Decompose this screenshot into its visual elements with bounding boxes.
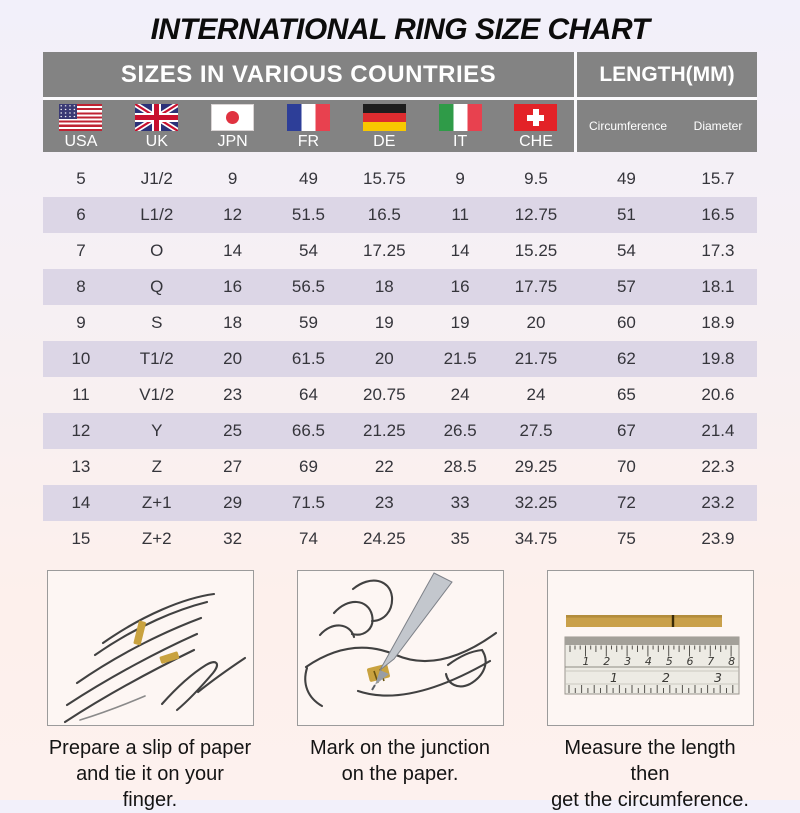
table-cell: 17.3 (701, 241, 735, 260)
table-cell: 7 (76, 241, 86, 260)
table-cell: 20.6 (701, 385, 735, 404)
svg-text:6: 6 (686, 655, 693, 668)
table-cell: 21.75 (514, 349, 558, 368)
table-cell: 72 (616, 493, 636, 512)
table-cell: 23.2 (701, 493, 735, 512)
table-cell: 54 (298, 241, 318, 260)
table-body (43, 161, 757, 557)
table-cell: 9 (455, 169, 465, 188)
table-cell: T1/2 (139, 349, 174, 368)
svg-text:5: 5 (665, 655, 673, 668)
table-cell: 18.1 (701, 277, 735, 296)
table-cell: 15.25 (514, 241, 558, 260)
table-cell: 20 (526, 313, 546, 332)
ruler (565, 637, 739, 694)
pen-marking-hand-illustration (298, 571, 503, 725)
instruction-step-1 (47, 570, 254, 813)
caption-line: Measure the length then (564, 737, 736, 785)
table-cell: 57 (616, 277, 636, 296)
table-cell: 62 (616, 349, 636, 368)
table-cell: O (150, 241, 164, 260)
table-cell: 6 (76, 205, 86, 224)
table-cell: 22.3 (701, 457, 735, 476)
usa-flag-icon (59, 104, 102, 131)
table-cell: 23.9 (701, 529, 735, 548)
ruler-measurement-illustration (548, 571, 753, 725)
table-row (43, 341, 757, 377)
table-cell: 24 (450, 385, 470, 404)
table-cell: 23 (374, 493, 394, 512)
column-label-che: CHE (519, 133, 553, 150)
instruction-illustration-box (297, 570, 504, 726)
table-row (43, 233, 757, 269)
table-cell: 65 (616, 385, 636, 404)
column-header-usa (43, 100, 119, 152)
caption-line: Mark on the junction (309, 737, 491, 759)
measuring-guide (0, 570, 800, 813)
table-cell: J1/2 (140, 169, 173, 188)
table-cell: 18.9 (701, 313, 735, 332)
table-cell: 51.5 (291, 205, 325, 224)
column-label-de: DE (373, 133, 396, 150)
table-cell: 12 (71, 421, 91, 440)
column-header-fr (271, 100, 347, 152)
table-cell: 70 (616, 457, 636, 476)
japan-flag-icon (211, 104, 254, 131)
table-cell: 17.25 (363, 241, 406, 260)
svg-text:4: 4 (644, 655, 652, 668)
table-cell: 20.75 (363, 385, 406, 404)
header-length-mm: LENGTH(MM) (577, 52, 757, 97)
table-cell: 71.5 (291, 493, 325, 512)
table-cell: 27.5 (519, 421, 553, 440)
table-cell: 18 (223, 313, 243, 332)
table-row (43, 521, 757, 557)
table-cell: 29 (223, 493, 243, 512)
italy-flag-icon (439, 104, 482, 131)
table-cell: 21.5 (443, 349, 477, 368)
table-cell: 16 (223, 277, 243, 296)
instruction-caption (47, 735, 254, 813)
svg-text:1: 1 (582, 655, 589, 668)
instruction-illustration-box (547, 570, 754, 726)
instruction-caption (547, 735, 754, 813)
svg-text:3: 3 (623, 655, 631, 668)
table-cell: 34.75 (514, 529, 558, 548)
table-row (43, 413, 757, 449)
table-cell: 19 (374, 313, 394, 332)
instruction-step-2 (297, 570, 504, 813)
header-sizes-countries: SIZES IN VARIOUS COUNTRIES (43, 52, 574, 97)
table-cell: L1/2 (140, 205, 174, 224)
table-cell: Z+2 (141, 529, 172, 548)
table-cell: 20 (223, 349, 243, 368)
svg-text:7: 7 (706, 655, 714, 668)
column-label-diameter: Diameter (693, 119, 743, 133)
table-row (43, 377, 757, 413)
table-cell: 14 (71, 493, 91, 512)
table-cell: 25 (223, 421, 243, 440)
instruction-illustration-box (47, 570, 254, 726)
table-cell: 49 (616, 169, 636, 188)
svg-text:2: 2 (602, 655, 610, 668)
uk-flag-icon (135, 104, 178, 131)
table-cell: Z+1 (141, 493, 172, 512)
table-row (43, 485, 757, 521)
table-cell: 15.7 (701, 169, 735, 188)
column-header-it (422, 100, 498, 152)
ring-size-table (43, 52, 757, 557)
table-row (43, 269, 757, 305)
table-cell: 21.25 (363, 421, 406, 440)
table-cell: 54 (616, 241, 636, 260)
table-cell: 56.5 (291, 277, 325, 296)
table-cell: 15 (71, 529, 91, 548)
table-cell: 11 (72, 385, 90, 404)
table-cell: 22 (374, 457, 394, 476)
table-row (43, 197, 757, 233)
table-cell: 35 (450, 529, 470, 548)
caption-line: Prepare a slip of paper (48, 737, 252, 759)
column-label-jpn: JPN (217, 133, 248, 150)
table-cell: 9.5 (524, 169, 548, 188)
column-label-circumference: Circumference (588, 119, 668, 133)
table-cell: 28.5 (443, 457, 477, 476)
table-cell: 5 (76, 169, 86, 188)
table-cell: 61.5 (291, 349, 325, 368)
svg-text:1: 1 (609, 670, 618, 685)
table-cell: 24 (526, 385, 546, 404)
table-cell: 26.5 (443, 421, 477, 440)
table-cell: 17.75 (514, 277, 558, 296)
table-cell: 16.5 (367, 205, 401, 224)
table-cell: 59 (298, 313, 318, 332)
table-cell: 20 (374, 349, 394, 368)
svg-text:3: 3 (713, 670, 722, 685)
germany-flag-icon (363, 104, 406, 131)
column-header-uk (119, 100, 195, 152)
table-cell: Q (150, 277, 164, 296)
flags-row (43, 100, 574, 152)
table-cell: 21.4 (701, 421, 735, 440)
table-cell: 13 (71, 457, 91, 476)
table-row (43, 449, 757, 485)
table-cell: 19.8 (701, 349, 735, 368)
hand-with-paper-strip-illustration (48, 571, 253, 725)
table-cell: S (151, 313, 163, 332)
column-label-fr: FR (297, 133, 320, 150)
table-cell: 33 (450, 493, 470, 512)
column-header-che (498, 100, 574, 152)
caption-line: and tie it on your finger. (76, 763, 224, 811)
table-cell: 49 (298, 169, 318, 188)
table-cell: 32.25 (514, 493, 558, 512)
table-cell: 12.75 (514, 205, 558, 224)
caption-line: get the circumference. (551, 789, 749, 811)
table-cell: 9 (76, 313, 86, 332)
table-cell: 15.75 (363, 169, 406, 188)
table-cell: 18 (374, 277, 394, 296)
table-cell: 66.5 (291, 421, 325, 440)
table-cell: 67 (616, 421, 636, 440)
caption-line: on the paper. (341, 763, 459, 785)
column-label-uk: UK (145, 133, 168, 150)
table-cell: 11 (451, 205, 469, 224)
table-cell: 10 (71, 349, 91, 368)
table-cell: 32 (223, 529, 243, 548)
column-label-usa: USA (64, 133, 98, 150)
table-cell: 75 (616, 529, 636, 548)
length-subheaders (577, 100, 757, 152)
table-cell: 9 (227, 169, 238, 188)
table-cell: 24.25 (363, 529, 406, 548)
instruction-caption (297, 735, 504, 787)
column-header-de (346, 100, 422, 152)
table-cell: 14 (450, 241, 470, 260)
table-row (43, 305, 757, 341)
table-cell: 27 (223, 457, 243, 476)
table-cell: 8 (76, 277, 86, 296)
table-cell: 19 (450, 313, 470, 332)
table-cell: 74 (298, 529, 318, 548)
table-cell: 23 (223, 385, 243, 404)
table-cell: 64 (298, 385, 318, 404)
svg-text:8: 8 (727, 655, 735, 668)
table-header (43, 52, 757, 152)
instruction-step-3 (547, 570, 754, 813)
switzerland-flag-icon (514, 104, 557, 131)
table-cell: Z (151, 457, 162, 476)
table-cell: 51 (616, 205, 636, 224)
table-cell: 69 (298, 457, 318, 476)
table-row (43, 161, 757, 197)
table-cell: 14 (223, 241, 243, 260)
table-cell: V1/2 (139, 385, 175, 404)
table-cell: 12 (223, 205, 243, 224)
france-flag-icon (287, 104, 330, 131)
table-cell: 29.25 (514, 457, 558, 476)
page-title: INTERNATIONAL RING SIZE CHART (150, 13, 650, 46)
column-label-it: IT (453, 133, 468, 150)
table-cell: 16.5 (701, 205, 735, 224)
svg-text:2: 2 (661, 670, 670, 685)
table-cell: 16 (450, 277, 470, 296)
table-cell: 60 (616, 313, 636, 332)
column-header-jpn (195, 100, 271, 152)
table-cell: Y (151, 421, 163, 440)
